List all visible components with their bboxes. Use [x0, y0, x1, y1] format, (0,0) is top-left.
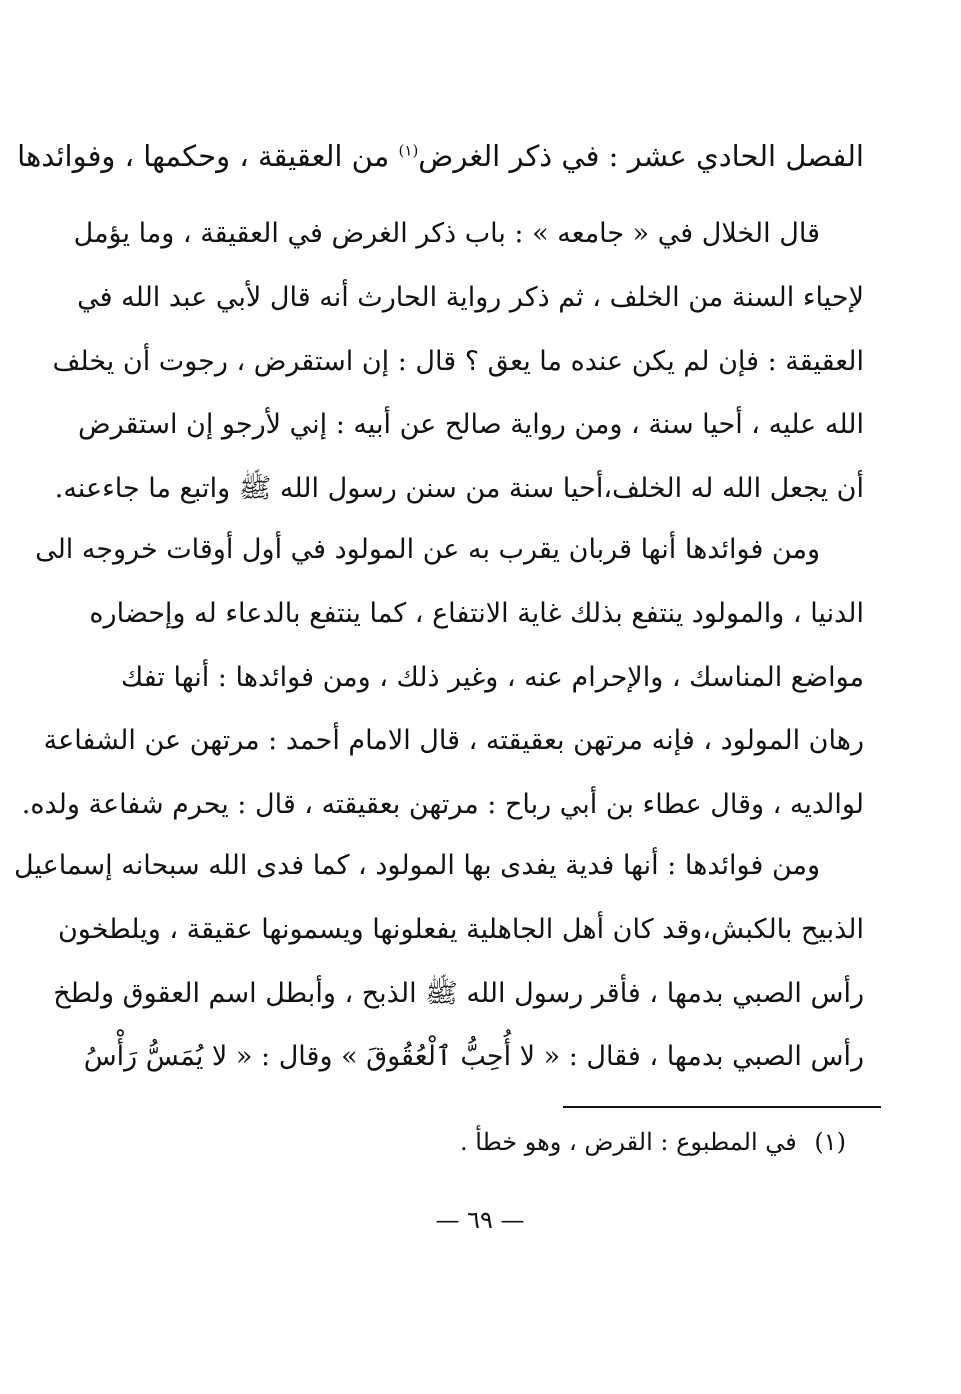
text-line: العقيقة : فإن لم يكن عنده ما يعق ؟ قال : إن استقرض ، رجوت أن يخلف — [52, 345, 864, 377]
page-number: — ٦٩ — — [435, 1206, 525, 1234]
heading-text-end: من العقيقة ، وحكمها ، وفوائدها — [17, 139, 390, 173]
footnote-number: (١) — [814, 1128, 846, 1156]
chapter-heading — [17, 128, 864, 184]
paragraph — [21, 518, 864, 837]
footnote-text: في المطبوع : القرض ، وهو خطأ . — [460, 1128, 797, 1156]
text-line: الذبيح بالكبش،وقد كان أهل الجاهلية يفعلونها ويسمونها عقيقة ، ويلطخون — [57, 913, 864, 945]
text-line: لوالديه ، وقال عطاء بن أبي رباح : مرتهن بعقيقته ، قال : يحرم شفاعة ولده. — [21, 789, 864, 821]
text-line: أن يجعل الله له الخلف،أحيا سنة من سنن رسول الله ﷺ واتبع ما جاءعنه. — [54, 473, 864, 505]
footnote-reference: (١) — [398, 141, 419, 160]
text-line: مواضع المناسك ، والإحرام عنه ، وغير ذلك ، ومن فوائدها : أنها تفك — [121, 661, 864, 693]
footnote-divider — [563, 1106, 881, 1108]
text-line: قال الخلال في « جامعه » : باب ذكر الغرض في العقيقة ، وما يؤمل — [73, 218, 820, 249]
paragraph — [14, 834, 864, 1089]
text-line: الدنيا ، والمولود ينتفع بذلك غاية الانتفاع ، كما ينتفع بالدعاء له وإحضاره — [89, 597, 864, 629]
text-line: ومن فوائدها أنها قربان يقرب به عن المولود في أول أوقات خروجه الى — [35, 534, 820, 565]
text-line: رأس الصبي بدمها ، فأقر رسول الله ﷺ الذبح ، وأبطل اسم العقوق ولطخ — [53, 977, 864, 1009]
heading-text-start: الفصل الحادي عشر : في ذكر الغرض — [418, 139, 864, 173]
text-line: رأس الصبي بدمها ، فقال : « لا أُحِبُّ ٱلْعُقُوقَ » وقال : « لا يُمَسُّ رَأْسُ — [83, 1041, 864, 1073]
text-line: رهان المولود ، فإنه مرتهن بعقيقته ، قال الامام أحمد : مرتهن عن الشفاعة — [43, 725, 864, 757]
text-line: لإحياء السنة من الخلف ، ثم ذكر رواية الحارث أنه قال لأبي عبد الله في — [77, 281, 864, 313]
paragraph — [52, 202, 864, 521]
footnote — [380, 1122, 846, 1162]
text-line: الله عليه ، أحيا سنة ، ومن رواية صالح عن أبيه : إني لأرجو إن استقرض — [77, 409, 864, 441]
text-line: ومن فوائدها : أنها فدية يفدى بها المولود ، كما فدى الله سبحانه إسماعيل — [14, 850, 820, 881]
